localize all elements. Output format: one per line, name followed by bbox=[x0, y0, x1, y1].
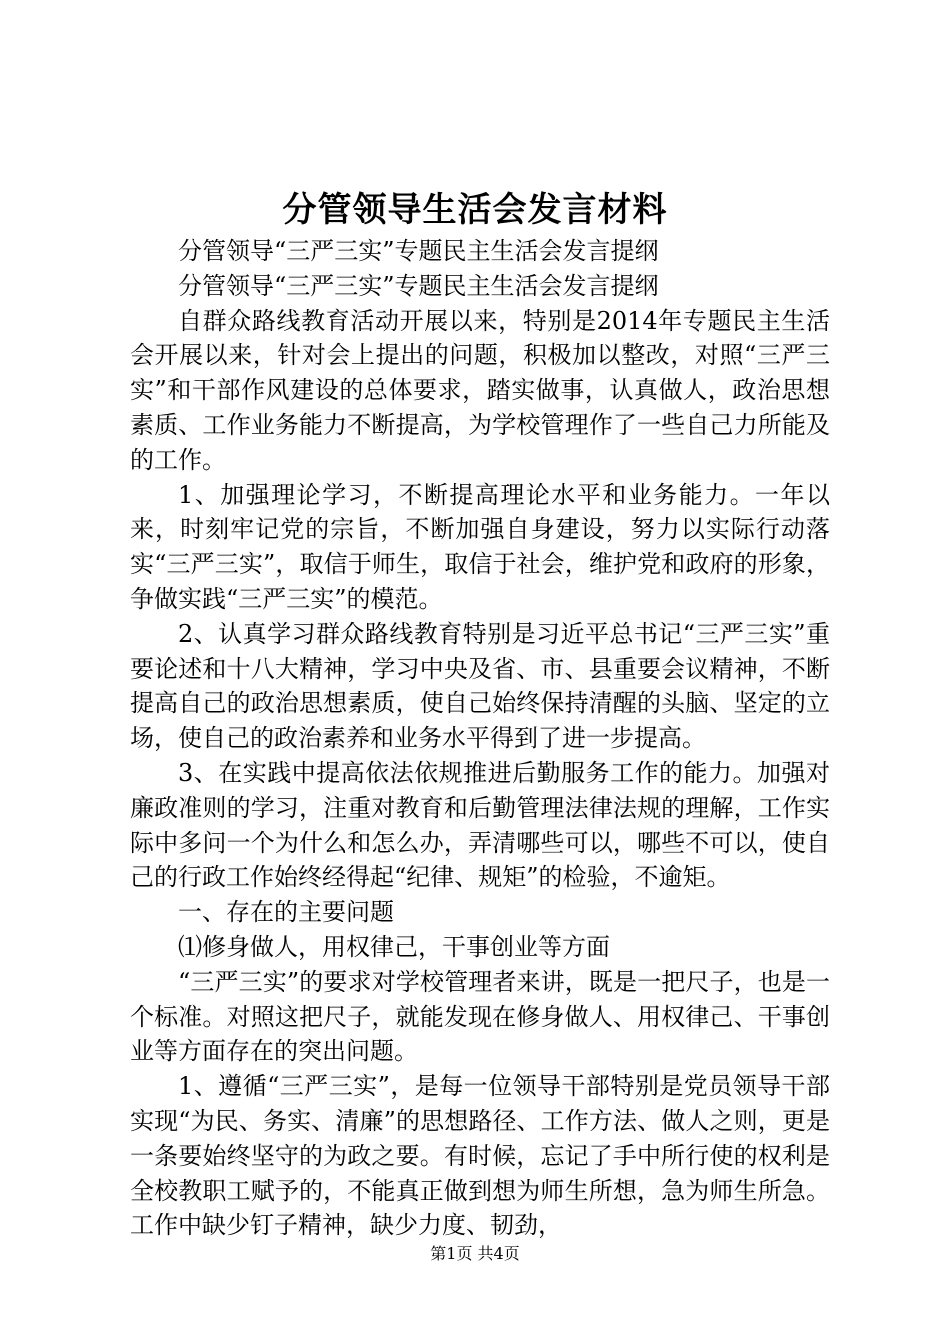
paragraph: 3、在实践中提高依法依规推进后勤服务工作的能力。加强对廉政准则的学习，注重对教育和后勤管理法律法规的理解，工作实际中多问一个为什么和怎么办，弄清哪些可以，哪些不可以，使自己的行政工作始终经得起“纪律、规矩”的检验，不逾矩。 bbox=[130, 758, 830, 892]
paragraph: 分管领导“三严三实”专题民主生活会发言提纲 bbox=[178, 237, 659, 265]
document-body bbox=[130, 234, 830, 1243]
section-heading: 一、存在的主要问题 bbox=[178, 898, 394, 927]
paragraph: 分管领导“三严三实”专题民主生活会发言提纲 bbox=[178, 271, 659, 300]
page-footer: 第1页 共4页 bbox=[430, 1244, 520, 1263]
document-title: 分管领导生活会发言材料 bbox=[282, 190, 668, 230]
paragraph: 2、认真学习群众路线教育特别是习近平总书记“三严三实”重要论述和十八大精神，学习中央及省、市、县重要会议精神，不断提高自己的政治思想素质，使自己始终保持清醒的头脑、坚定的立场，使自己的政治素养和业务水平得到了进一步提高。 bbox=[130, 619, 830, 753]
paragraph: “三严三实”的要求对学校管理者来讲，既是一把尺子，也是一个标准。对照这把尺子，就能发现在修身做人、用权律己、干事创业等方面存在的突出问题。 bbox=[130, 967, 830, 1066]
paragraph: 1、遵循“三严三实”，是每一位领导干部特别是党员领导干部实现“为民、务实、清廉”的思想路径、工作方法、做人之则，更是一条要始终坚守的为政之要。有时候，忘记了手中所行使的权利是全校教职工赋予的，不能真正做到想为师生所想，急为师生所急。工作中缺少钉子精神，缺少力度、韧劲， bbox=[130, 1072, 830, 1240]
paragraph: 1、加强理论学习，不断提高理论水平和业务能力。一年以来，时刻牢记党的宗旨，不断加强自身建设，努力以实际行动落实“三严三实”，取信于师生，取信于社会，维护党和政府的形象，争做实践“三严三实”的模范。 bbox=[130, 480, 830, 613]
sub-heading: ⑴修身做人，用权律己，干事创业等方面 bbox=[178, 932, 610, 961]
paragraph: 自群众路线教育活动开展以来，特别是2014年专题民主生活会开展以来，针对会上提出的问题，积极加以整改，对照“三严三实”和干部作风建设的总体要求，踏实做事，认真做人，政治思想素质、工作业务能力不断提高，为学校管理作了一些自己力所能及的工作。 bbox=[130, 306, 830, 474]
